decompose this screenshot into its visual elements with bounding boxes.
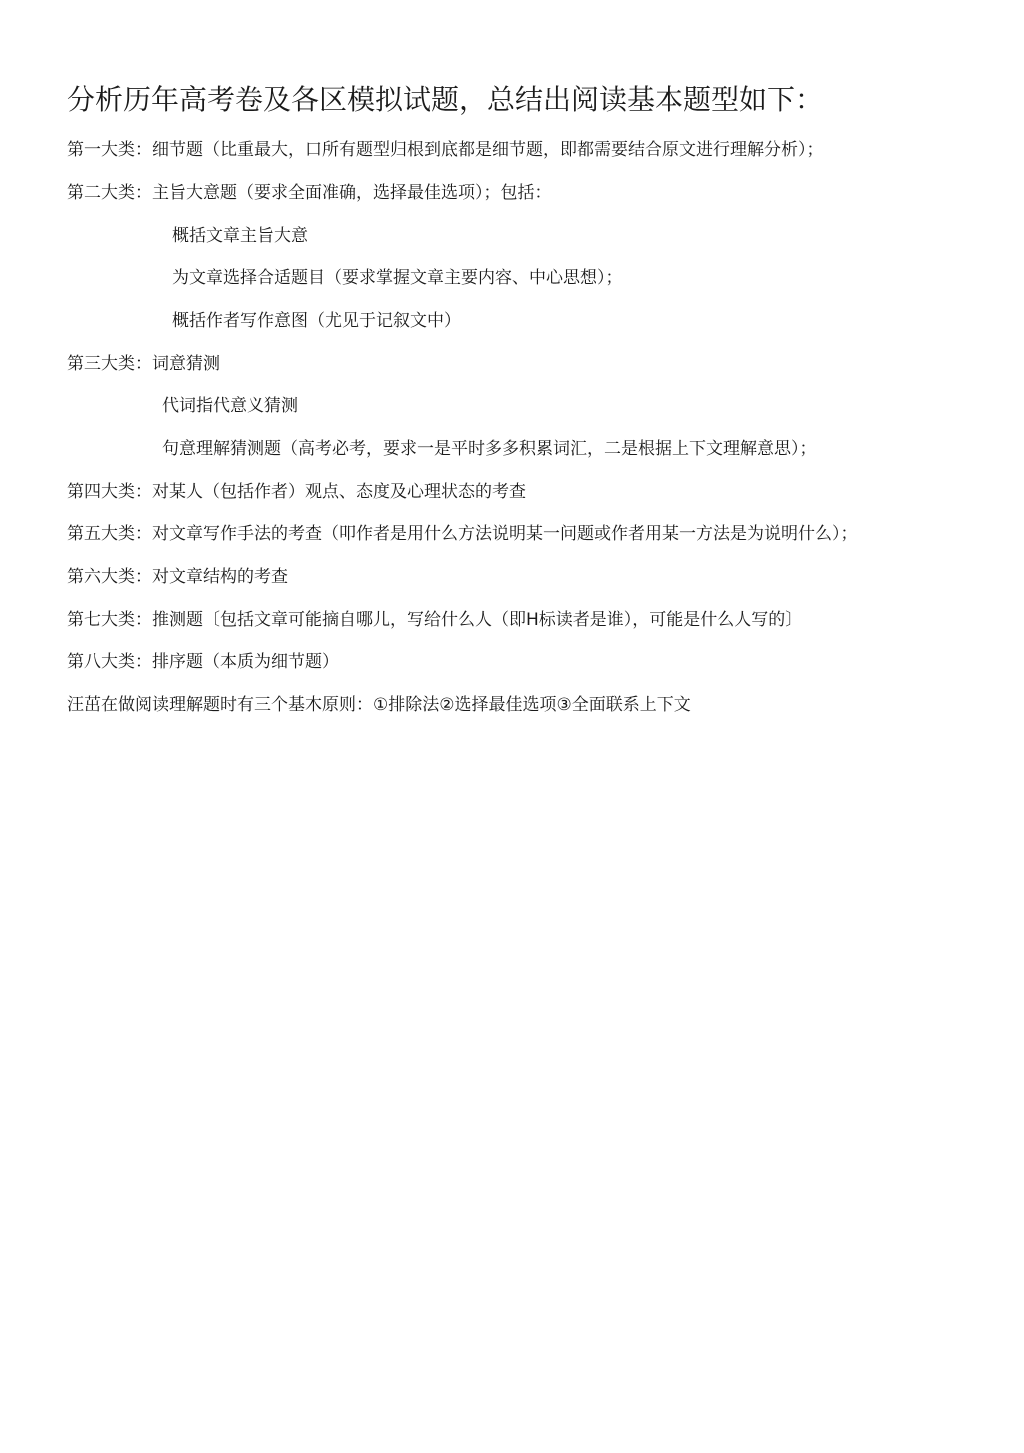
category-3-subitem-2: 句意理解猜测题（高考必考，要求一是平时多多积累词汇，二是根据上下文理解意思）； [162, 439, 817, 459]
category-4-line: 第四大类：对某人（包括作者）观点、态度及心理状态的考查 [67, 482, 526, 502]
category-2-subitem-2: 为文章选择合适题目（要求掌握文章主要内容、中心思想）； [172, 268, 623, 288]
category-7-line: 第七大类：推测题〔包括文章可能摘自哪儿，写给什么人（即H标读者是谁），可能是什么人写的〕 [67, 610, 803, 630]
category-2-subitem-3: 概括作者写作意图（尤见于记叙文中） [172, 311, 461, 331]
category-6-line: 第六大类：对文章结构的考查 [67, 567, 288, 587]
category-5-line: 第五大类：对文章写作手法的考查（叩作者是用什么方法说明某一问题或作者用某一方法是为说明什么）； [67, 524, 858, 544]
category-8-line: 第八大类：排序题（本质为细节题） [67, 652, 339, 672]
category-3-line: 第三大类：词意猜测 [67, 354, 220, 374]
document-title: 分析历年高考卷及各区模拟试题，总结出阅读基本题型如下： [67, 83, 824, 116]
category-2-subitem-1: 概括文章主旨大意 [172, 226, 308, 246]
category-1-line: 第一大类：细节题（比重最大，口所有题型归根到底都是细节题，即都需要结合原文进行理解分析）； [67, 140, 824, 160]
principles-line: 汪茁在做阅读理解题时有三个基木原则：①排除法②选择最佳选项③全面联系上下文 [67, 695, 691, 715]
category-2-line: 第二大类：主旨大意题（要求全面准确，选择最佳选项）；包括： [67, 183, 552, 203]
category-3-subitem-1: 代词指代意义猜测 [162, 396, 298, 416]
